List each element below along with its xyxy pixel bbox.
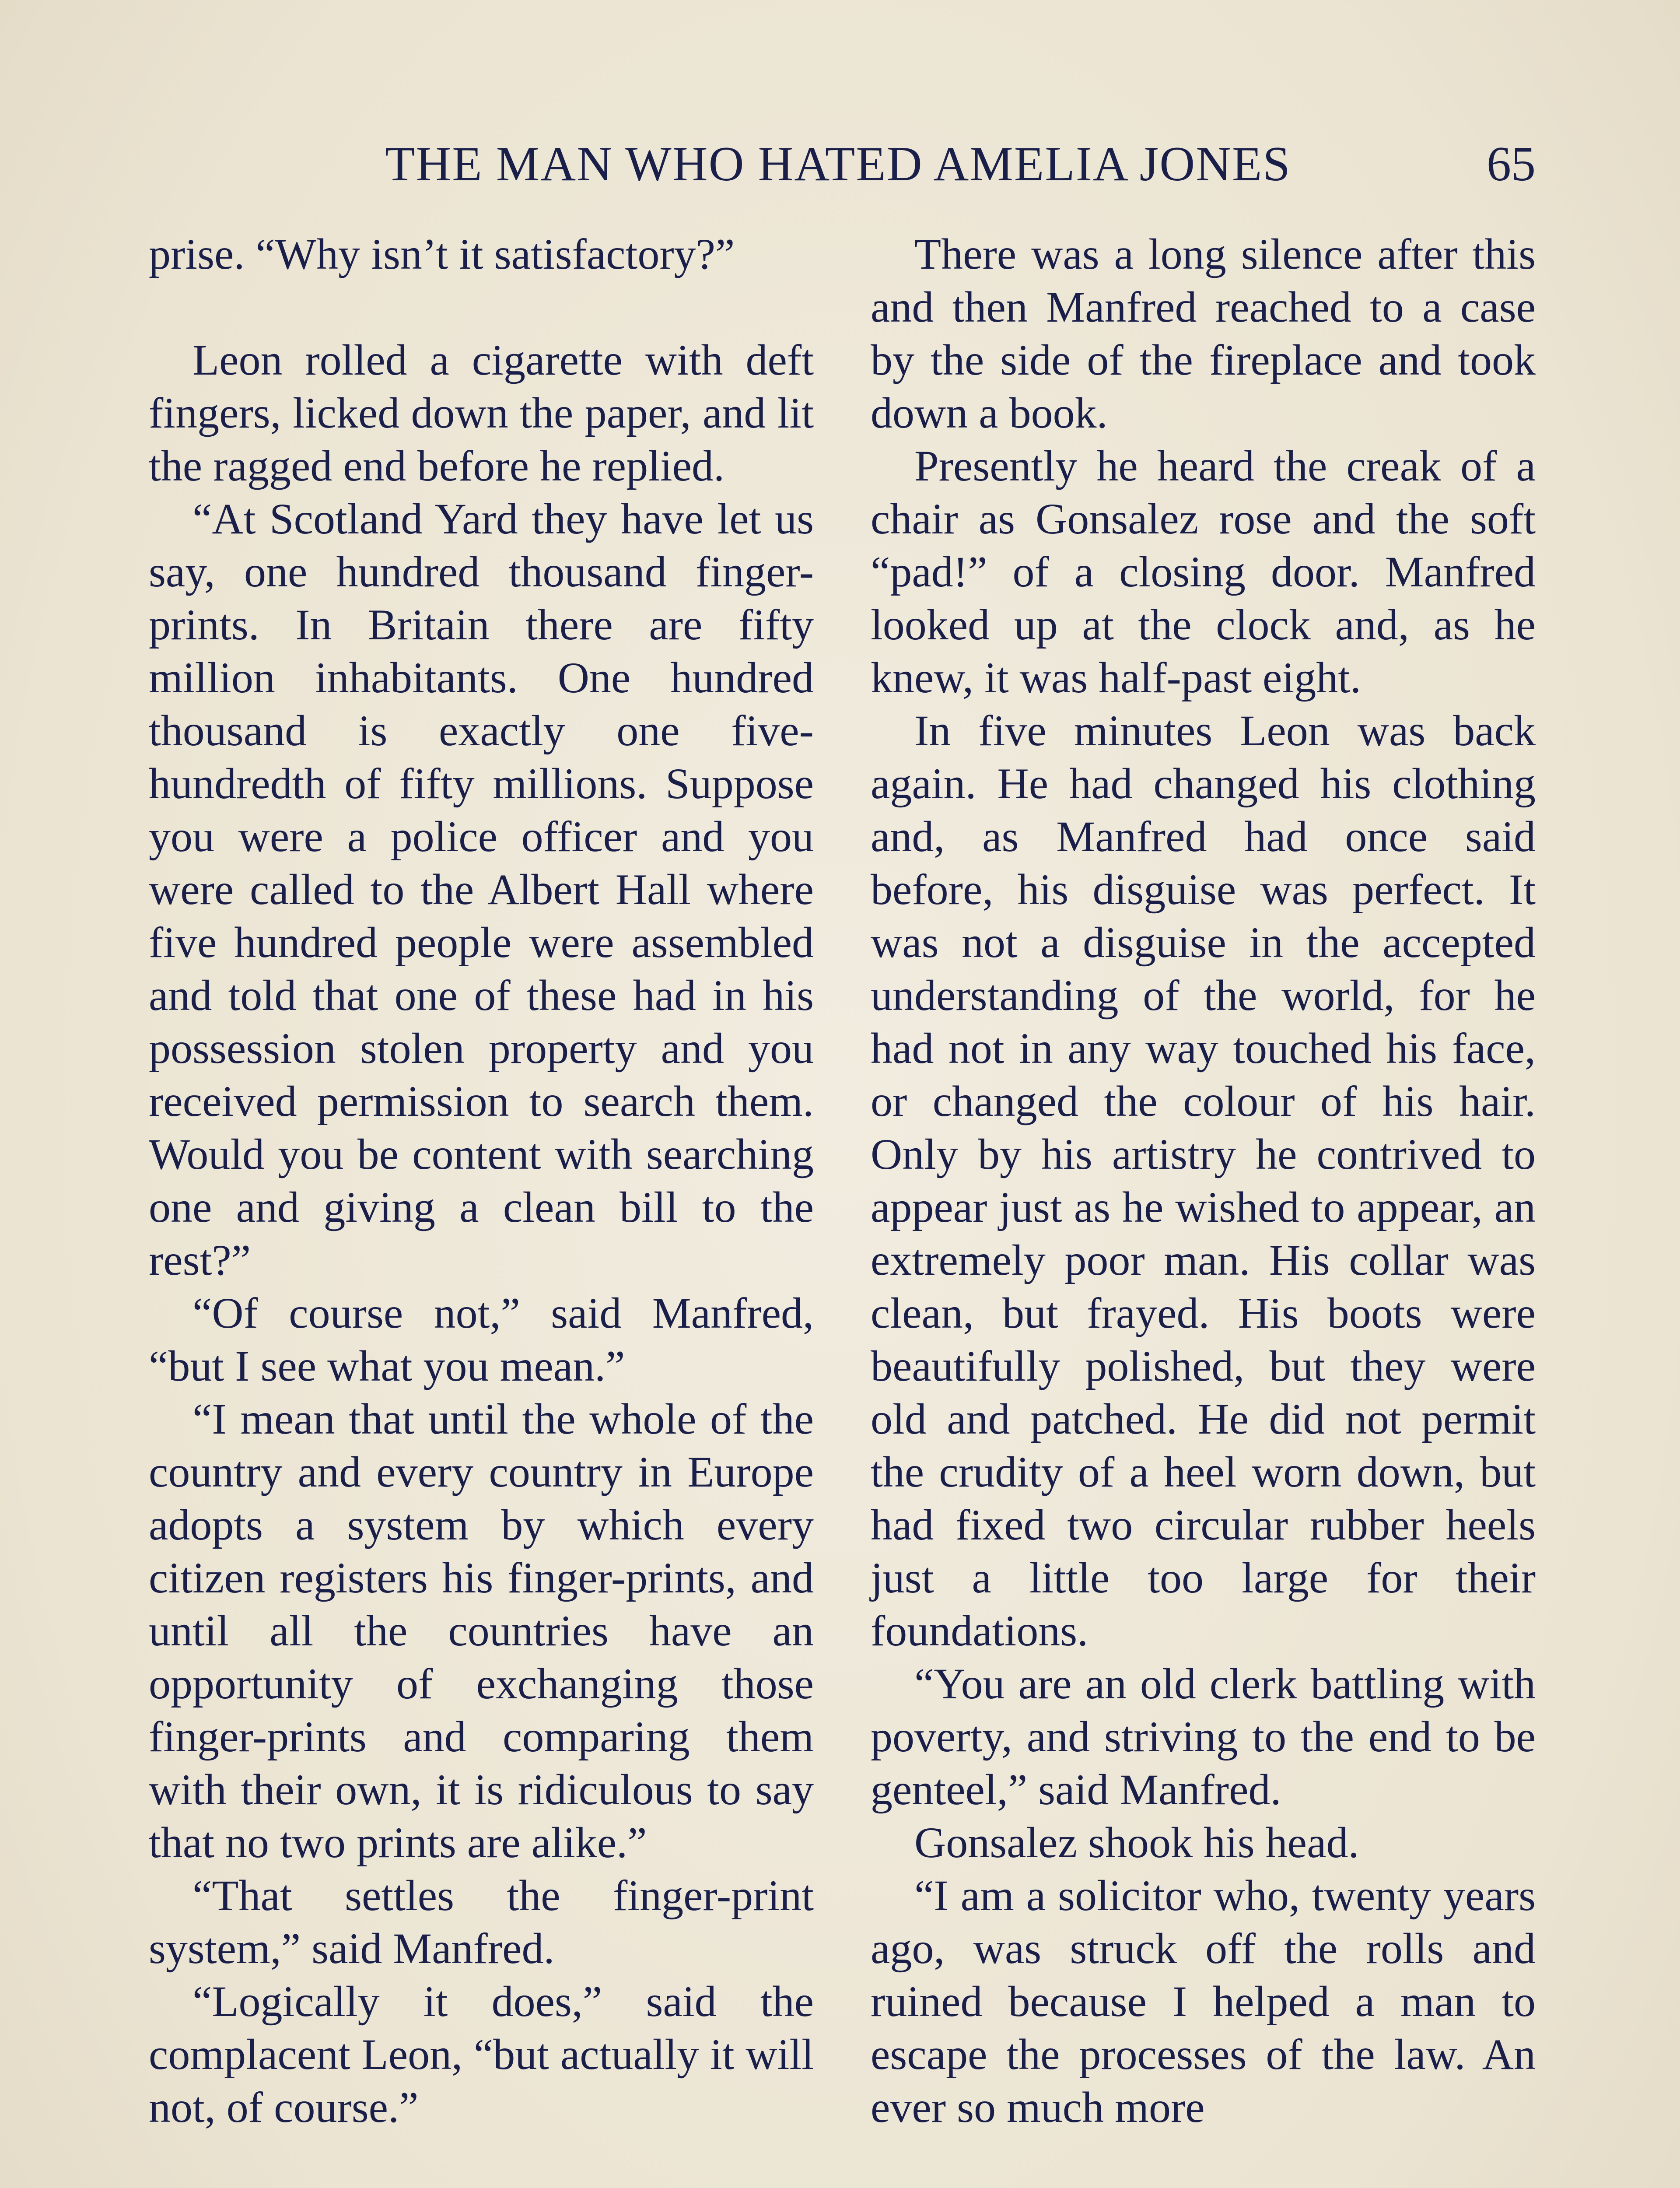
paragraph: prise. “Why isn’t it satisfactory?”	[149, 230, 735, 278]
paragraph: “You are an old clerk battling with poverty, and striving to the end to be genteel,” said Manfred.	[871, 1659, 1536, 1814]
paragraph: “I mean that until the whole of the country and every country in Europe adopts a system by which every citizen registers his finger-prints, and until all the countries have an opportunity of exchanging those finger-prints and comparing them with their own, it is ridiculous to say that no two prints are alike.”	[149, 1395, 814, 1867]
paragraph: There was a long silence after this and then Manfred reached to a case by the side of the fireplace and took down a book.	[871, 230, 1536, 437]
left-column	[149, 228, 814, 2134]
paragraph: “I am a solicitor who, twenty years ago, was struck off the rolls and ruined because I helped a man to escape the processes of the law. An ever so much more	[871, 1871, 1536, 2132]
paragraph: Gonsalez shook his head.	[914, 1818, 1359, 1867]
page-header	[149, 131, 1536, 197]
paragraph: “That settles the finger-print system,” said Manfred.	[149, 1871, 814, 1973]
running-title: THE MAN WHO HATED AMELIA JONES	[385, 137, 1291, 191]
paragraph: In five minutes Leon was back again. He had changed his clothing and, as Manfred had once said before, his disguise was perfect. It was not a disguise in the accepted understanding of the world, for he had not in any way touched his face, or changed the colour of his hair. Only by his artistry he contrived to appear just as he wished to appear, an extremely poor man. His collar was clean, but frayed. His boots were beautifully polished, but they were old and patched. He did not permit the crudity of a heel worn down, but had fixed two circular rubber heels just a little too large for their foundations.	[871, 706, 1536, 1655]
paragraph: “Of course not,” said Manfred, “but I see what you mean.”	[149, 1289, 814, 1390]
right-column	[871, 228, 1536, 2134]
paragraph: Leon rolled a cigarette with deft fingers, licked down the paper, and lit the ragged end before he replied.	[149, 336, 814, 490]
paragraph: “Logically it does,” said the complacent Leon, “but actually it will not, of course.”	[149, 1977, 814, 2132]
page-number: 65	[1487, 137, 1536, 191]
paragraph: “At Scotland Yard they have let us say, one hundred thousand finger-prints. In Britain there are fifty million inhabitants. One hundred thousand is exactly one five-hundredth of fifty millions. Suppose you were a police officer and you were called to the Albert Hall where five hundred people were assembled and told that one of these had in his possession stolen property and you received permission to search them. Would you be content with searching one and giving a clean bill to the rest?”	[149, 494, 814, 1284]
paragraph: Presently he heard the creak of a chair as Gonsalez rose and the soft “pad!” of a closing door. Manfred looked up at the clock and, as he knew, it was half-past eight.	[871, 442, 1536, 702]
